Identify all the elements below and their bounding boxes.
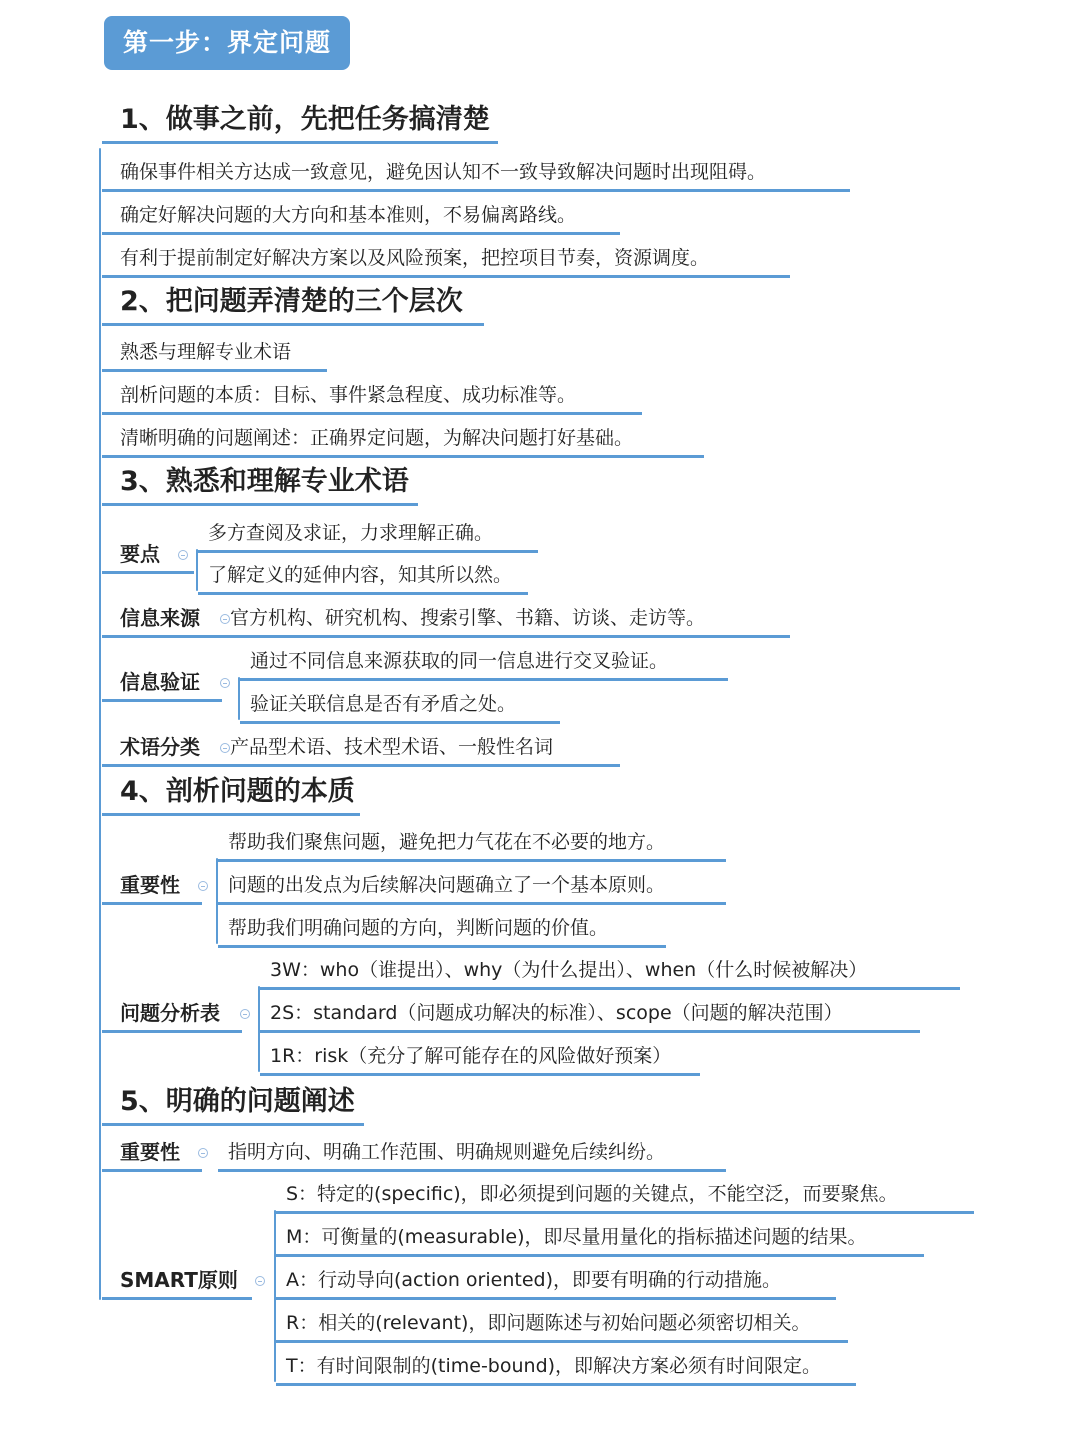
group-5-2-item[interactable]: R：相关的(relevant)，即问题陈述与初始问题必须密切相关。 (276, 1303, 848, 1343)
group-3-2-item[interactable]: 官方机构、研究机构、搜索引擎、书籍、访谈、走访等。 (220, 598, 790, 638)
section-title-2[interactable]: 2、把问题弄清楚的三个层次 (102, 282, 484, 326)
group-label-4-2[interactable]: 问题分析表 (102, 993, 242, 1033)
group-label-5-2[interactable]: SMART原则 (102, 1260, 252, 1300)
group-3-1-item[interactable]: 多方查阅及求证，力求理解正确。 (198, 513, 538, 553)
group-label-3-3[interactable]: 信息验证 (102, 662, 222, 702)
group-5-2-item[interactable]: S：特定的(specific)，即必须提到问题的关键点，不能空泛，而要聚焦。 (276, 1174, 974, 1214)
group-4-2-item[interactable]: 3W：who（谁提出）、why（为什么提出）、when（什么时候被解决） (260, 950, 960, 990)
collapse-icon[interactable] (178, 550, 188, 560)
collapse-icon[interactable] (255, 1276, 265, 1286)
section-title-3[interactable]: 3、熟悉和理解专业术语 (102, 462, 418, 506)
root-topic[interactable]: 第一步：界定问题 (104, 16, 350, 70)
section-2-item[interactable]: 熟悉与理解专业术语 (102, 332, 327, 372)
group-5-2-item[interactable]: M：可衡量的(measurable)，即尽量用量化的指标描述问题的结果。 (276, 1217, 924, 1257)
section-1-item[interactable]: 有利于提前制定好解决方案以及风险预案，把控项目节奏，资源调度。 (102, 238, 790, 278)
group-label-5-1[interactable]: 重要性 (102, 1132, 202, 1172)
group-4-1-item[interactable]: 帮助我们聚焦问题，避免把力气花在不必要的地方。 (218, 822, 726, 862)
section-title-4[interactable]: 4、剖析问题的本质 (102, 772, 360, 816)
group-5-2-item[interactable]: T：有时间限制的(time-bound)，即解决方案必须有时间限定。 (276, 1346, 856, 1386)
collapse-icon[interactable] (240, 1009, 250, 1019)
section-1-item[interactable]: 确定好解决问题的大方向和基本准则，不易偏离路线。 (102, 195, 620, 235)
group-3-3-item[interactable]: 通过不同信息来源获取的同一信息进行交叉验证。 (240, 641, 728, 681)
group-4-1-item[interactable]: 问题的出发点为后续解决问题确立了一个基本原则。 (218, 865, 726, 905)
section-title-1[interactable]: 1、做事之前，先把任务搞清楚 (102, 100, 498, 144)
group-3-4-item[interactable]: 产品型术语、技术型术语、一般性名词 (220, 727, 620, 767)
group-3-1-item[interactable]: 了解定义的延伸内容，知其所以然。 (198, 555, 528, 595)
group-label-3-4[interactable]: 术语分类 (102, 727, 222, 767)
group-label-3-2[interactable]: 信息来源 (102, 598, 222, 638)
section-title-5[interactable]: 5、明确的问题阐述 (102, 1082, 364, 1126)
group-label-4-1[interactable]: 重要性 (102, 865, 202, 905)
section-1-item[interactable]: 确保事件相关方达成一致意见，避免因认知不一致导致解决问题时出现阻碍。 (102, 152, 850, 192)
group-label-3-1[interactable]: 要点 (102, 534, 194, 574)
group-4-2-item[interactable]: 1R：risk（充分了解可能存在的风险做好预案） (260, 1036, 700, 1076)
group-3-3-item[interactable]: 验证关联信息是否有矛盾之处。 (240, 684, 560, 724)
group-5-2-item[interactable]: A：行动导向(action oriented)，即要有明确的行动措施。 (276, 1260, 836, 1300)
section-2-item[interactable]: 剖析问题的本质：目标、事件紧急程度、成功标准等。 (102, 375, 642, 415)
section-2-item[interactable]: 清晰明确的问题阐述：正确界定问题，为解决问题打好基础。 (102, 418, 704, 458)
collapse-icon[interactable] (220, 678, 230, 688)
collapse-icon[interactable] (198, 881, 208, 891)
group-4-2-item[interactable]: 2S：standard（问题成功解决的标准）、scope（问题的解决范围） (260, 993, 920, 1033)
collapse-icon[interactable] (198, 1148, 208, 1158)
group-5-1-item[interactable]: 指明方向、明确工作范围、明确规则避免后续纠纷。 (218, 1132, 726, 1172)
group-4-1-item[interactable]: 帮助我们明确问题的方向，判断问题的价值。 (218, 908, 666, 948)
main-branch-line (99, 148, 101, 1300)
